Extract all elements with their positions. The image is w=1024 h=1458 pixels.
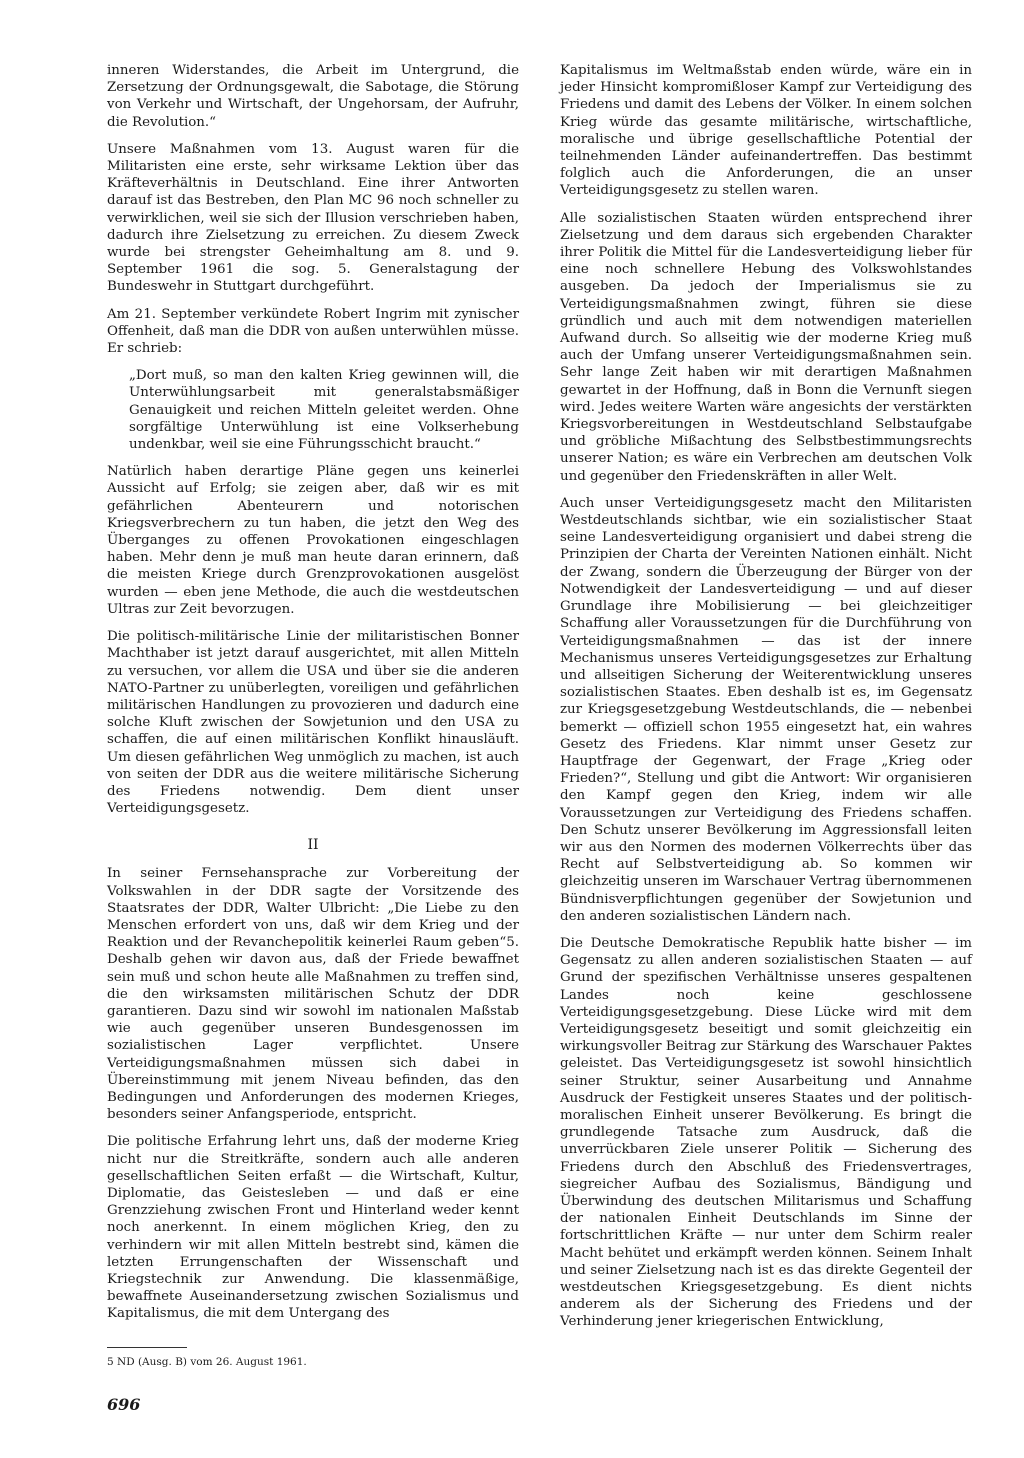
paragraph: Die politische Erfahrung lehrt uns, daß der moderne Krieg nicht nur die Streitkräfte, sondern auch alle anderen gesellschaftlichen Seiten erfaßt — die Wirtschaft, Kultur, Diplomatie, das Geistesleben — und daß er eine Grenzziehung zwischen Front und Hinterland weder kennt noch anerkennt. In einem möglichen Krieg, den zu verhindern wir mit allen Mitteln bestrebt sind, kämen die letzten Errungenschaften der Wissenschaft und Kriegstechnik zur Anwendung. Die klassenmäßige, bewaffnete Auseinandersetzung zwischen Sozialismus und Kapitalismus, die mit dem Untergang des [107, 1134, 519, 1322]
right-column [560, 62, 972, 1341]
page-number: 696 [107, 1395, 141, 1414]
paragraph: In seiner Fernsehansprache zur Vorbereitung der Volkswahlen in der DDR sagte der Vorsitzende des Staatsrates der DDR, Walter Ulbricht: „Die Liebe zu den Menschen erfordert von uns, daß wir dem Krieg und der Reaktion und der Revanchepolitik keinerlei Raum geben“5. Deshalb gehen wir davon aus, daß der Friede bewaffnet sein muß und schon heute alle Maßnahmen zu treffen sind, die den wirksamsten militärischen Schutz der DDR garantieren. Dazu sind wir sowohl im nationalen Maßstab wie auch gegenüber unseren Bundesgenossen im sozialistischen Lager verpflichtet. Unsere Verteidigungsmaßnahmen müssen sich dabei in Übereinstimmung mit jenem Niveau befinden, das den Bedingungen und Anforderungen des modernen Krieges, besonders seiner Anfangsperiode, entspricht. [107, 866, 519, 1123]
left-column [107, 62, 519, 1333]
paragraph: Die politisch-militärische Linie der militaristischen Bonner Machthaber ist jetzt darauf ausgerichtet, mit allen Mitteln zu versuchen, vor allem die USA und über sie die anderen NATO-Partner zu unüberlegten, voreiligen und gefährlichen militärischen Handlungen zu provozieren und dadurch eine solche Kluft zwischen der Sowjetunion und den USA zu schaffen, die auf einen militärischen Konflikt hinausläuft. Um diesen gefährlichen Weg unmöglich zu machen, ist auch von seiten der DDR aus die weitere militärische Sicherung des Friedens notwendig. Dem dient unser Verteidigungsgesetz. [107, 629, 519, 817]
paragraph: Am 21. September verkündete Robert Ingrim mit zynischer Offenheit, daß man die DDR von außen unterwühlen müsse. Er schrieb: [107, 306, 519, 357]
paragraph: Alle sozialistischen Staaten würden entsprechend ihrer Zielsetzung und dem daraus sich ergebenden Charakter ihrer Politik die Mittel für die Landesverteidigung lieber für eine noch schnellere Hebung des Volkswohlstandes ausgeben. Da jedoch der Imperialismus sie zu Verteidigungsmaßnahmen zwingt, führen sie diese gründlich und auch mit dem notwendigen materiellen Aufwand durch. So allseitig wie der moderne Krieg muß auch der Umfang unserer Verteidigungsmaßnahmen sein. Sehr lange Zeit haben wir mit derartigen Maßnahmen gewartet in der Hoffnung, daß in Bonn die Vernunft siegen wird. Jedes weitere Warten wäre angesichts der verstärkten Kriegsvorbereitungen in Westdeutschland Selbstaufgabe und gröbliche Mißachtung des Selbstbestimmungsrechts unserer Nation; es wäre ein Verbrechen am deutschen Volk und gegenüber den Friedenskräften in aller Welt. [560, 210, 972, 484]
paragraph: Kapitalismus im Weltmaßstab enden würde, wäre ein in jeder Hinsicht kompromißloser Kampf zur Verteidigung des Friedens und damit des Lebens der Völker. In einem solchen Krieg würde das gesamte militärische, wirtschaftliche, moralische und übrige gesellschaftliche Potential der teilnehmenden Länder aufeinandertreffen. Das bestimmt folglich auch die Anforderungen, die an unser Verteidigungsgesetz zu stellen waren. [560, 63, 972, 199]
paragraph: Die Deutsche Demokratische Republik hatte bisher — im Gegensatz zu allen anderen sozialistischen Staaten — auf Grund der spezifischen Verhältnisse unseres gespaltenen Landes noch keine geschlossene Verteidigungsgesetzgebung. Diese Lücke wird mit dem Verteidigungsgesetz beseitigt und somit gleichzeitig ein wirkungsvoller Beitrag zur Stärkung des Warschauer Paktes geleistet. Das Verteidigungsgesetz ist sowohl hinsichtlich seiner Struktur, seiner Ausarbeitung und Annahme Ausdruck der Festigkeit unseres Staates und der politisch-moralischen Einheit unserer Bevölkerung. Es bringt die grundlegende Tatsache zum Ausdruck, daß die unverrückbaren Ziele unserer Politik — Sicherung des Friedens durch den Abschluß des Friedensvertrages, siegreicher Aufbau des Sozialismus, Bändigung und Überwindung des deutschen Militarismus und Schaffung der nationalen Einheit Deutschlands im Sinne der fortschrittlichen Kräfte — nur unter dem Schirm realer Macht behütet und erkämpft werden können. Seinem Inhalt und seiner Zielsetzung nach ist es das direkte Gegenteil der westdeutschen Kriegsgesetzgebung. Es dient nichts anderem als der Sicherung des Friedens und der Verhinderung jener kriegerischen Entwicklung, [560, 935, 972, 1330]
paragraph: Natürlich haben derartige Pläne gegen uns keinerlei Aussicht auf Erfolg; sie zeigen aber, daß wir es mit gefährlichen Abenteurern und notorischen Kriegsverbrechern zu tun haben, die jetzt den Weg des Überganges zu offenen Provokationen eingeschlagen haben. Mehr denn je muß man heute daran erinnern, daß die meisten Kriege durch Grenzprovokationen ausgelöst wurden — eben jene Methode, die auch die westdeutschen Ultras zur Zeit bevorzugen. [107, 464, 519, 617]
paragraph: Unsere Maßnahmen vom 13. August waren für die Militaristen eine erste, sehr wirksame Lektion über das Kräfteverhältnis in Deutschland. Eine ihrer Antworten darauf ist das Bestreben, den Plan MC 96 noch schneller zu verwirklichen, weil sie sich der Illusion verschrieben haben, dadurch ihre Zielsetzung zu erreichen. Zu diesem Zweck wurde bei strengster Geheimhaltung am 8. und 9. September 1961 die sog. 5. Generalstagung der Bundeswehr in Stuttgart durchgeführt. [107, 141, 519, 295]
section-heading: II [307, 837, 319, 854]
footnote: 5 ND (Ausg. B) vom 26. August 1961. [107, 1356, 307, 1368]
paragraph: Auch unser Verteidigungsgesetz macht den Militaristen Westdeutschlands sichtbar, wie ein sozialistischer Staat seine Landesverteidigung organisiert und dabei streng die Prinzipien der Charta der Vereinten Nationen einhält. Nicht der Zwang, sondern die Überzeugung der Bürger von der Notwendigkeit der Landesverteidigung — und auf dieser Grundlage ihre Mobilisierung — bei gleichzeitiger Schaffung aller Voraussetzungen für die Durchführung von Verteidigungsmaßnahmen — das ist der innere Mechanismus unseres Verteidigungsgesetzes zur Erhaltung und allseitigen Sicherung der Weiterentwicklung unseres sozialistischen Staates. Eben deshalb ist es, im Gegensatz zur Kriegsgesetzgebung Westdeutschlands, die — nebenbei bemerkt — offiziell schon 1955 eingesetzt hat, ein wahres Gesetz des Friedens. Klar nimmt unser Gesetz zur Hauptfrage der Gegenwart, der Frage „Krieg oder Frieden?“, Stellung und gibt die Antwort: Wir organisieren den Kampf gegen den Krieg, indem wir alle Voraussetzungen zur Verteidigung des Friedens schaffen. Den Schutz unserer Bevölkerung im Aggressionsfall leiten wir aus den Normen des modernen Völkerrechts über das Recht auf Selbstverteidigung ab. So kommen wir gleichzeitig unseren im Warschauer Vertrag übernommenen Bündnisverpflichtungen gegenüber der Sowjetunion und den anderen sozialistischen Ländern nach. [560, 495, 972, 924]
footnote-rule [107, 1347, 187, 1348]
paragraph: inneren Widerstandes, die Arbeit im Untergrund, die Zersetzung der Ordnungsgewalt, die Sabotage, die Störung von Verkehr und Wirtschaft, der Ungehorsam, der Aufruhr, die Revolution.“ [107, 63, 519, 130]
block-quote: „Dort muß, so man den kalten Krieg gewinnen will, die Unterwühlungsarbeit mit generalstabsmäßiger Genauigkeit und reichen Mitteln geleitet werden. Ohne sorgfältige Unterwühlung ist eine Volkserhebung undenkbar, weil sie eine Führungsschicht braucht.“ [129, 368, 519, 453]
